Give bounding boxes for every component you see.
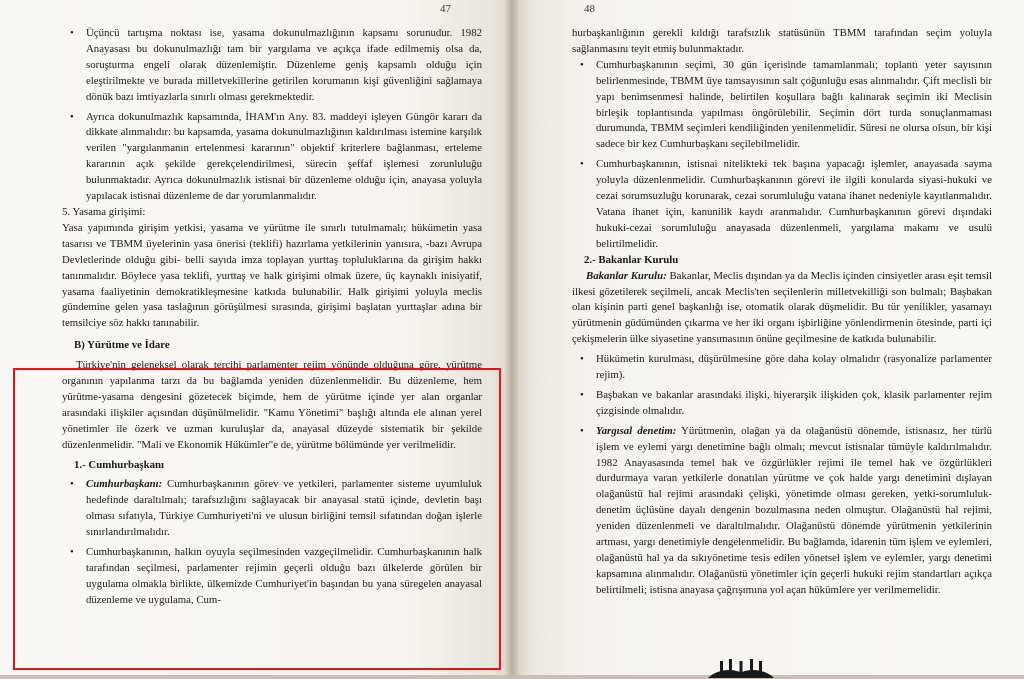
- page-number: 47: [440, 3, 451, 15]
- paragraph: Yasa yapımında girişim yetkisi, yasama ve yürütme ile sınırlı tutulmamalı; hükümetin yasa tasarısı ve TBMM üyelerinin yasa önerisi (teklifi) hazırlama yetkilerinin yanısıra, -bazı Avrupa Devletlerinde olduğu gibi- belli sayıda imza toplayan yurttaş topluluklarına da girişim hakkı tanınmalıdır. Böylece yasa teklifi, yurttaş ve halk girişimi olmak üzere, üç kaynaklı inisiyatif, yasama faaliyetinin demokratikleşmesine katkıda bulunabilir. Halk girişimi yoluyla meclis gündemine gelen yasa taslağının görüşülmesi sırasında, girişimi başlatan yurttaşlar adına bir temsilciye söz hakkı tanınabilir.: [62, 221, 482, 330]
- book-logo-icon: [700, 655, 782, 679]
- paragraph: [62, 477, 482, 541]
- left-page: [0, 0, 512, 675]
- right-page: [512, 0, 1024, 675]
- paragraph: • Başbakan ve bakanlar arasındaki ilişki, hiyerarşik ilişkiden çok, klasik parlamenter rejim çizgisinde olmalıdır.: [572, 388, 992, 420]
- page-number: 48: [584, 3, 595, 15]
- paragraph: [572, 269, 992, 349]
- section-heading: 5. Yasama girişimi:: [62, 205, 146, 218]
- paragraph-text: Bakanlar, Meclis dışından ya da Meclis içinden cinsiyetler arası eşit temsil ilkesi gözetilerek seçilmeli, ancak Meclis'ten seçilenlerin milletvekilliği son bulmalı; Başbakan olan kişinin parti genel başkanlığı ise, otomatik olarak düşmelidir. Bu tür yenilikler, yasamayı yürütmenin güdümünden çıkarma ve her iki organı işbirliğine yönlendirmenin ötesinde, parti içi çekişmelerin ülke siyasetine yansımasının önüne geçilmesine de katkıda bulunabilir.: [572, 269, 993, 346]
- paragraph: • Cumhurbaşkanının, halkın oyuyla seçilmesinden vazgeçilmelidir. Cumhurbaşkanının halk tarafından seçilmesi, parlamenter rejimin geçerli olduğu bazı ülkelerde görülen bir uygulama olmakla birlikte, ülkemizde Cumhuriyet'in başından bu yana süregelen anayasal düzenleme ve uygulama, Cum-: [62, 545, 482, 609]
- paragraph: • Üçüncü tartışma noktası ise, yasama dokunulmazlığının kapsamı sorunudur. 1982 Anayasası bu dokunulmazlığı tam bir yargılama ve açıkça ifade edilmemiş olsa da, soruşturma engeli olarak düzenlemiştir. Düzenleme geniş kapsamlı olduğu için eleştirilmekte ve burada milletvekillerine getirilen korumanın kişi güvenliğini sağlamaya dönük bazı imtiyazlarla sınırlı olması gerekmektedir.: [62, 26, 482, 106]
- paragraph: [572, 424, 992, 599]
- section-heading: B) Yürütme ve İdare: [74, 339, 170, 352]
- paragraph: Türkiye'nin geleneksel olarak tercihi parlamenter rejim yönünde olduğuna göre, yürütme organının yapılanma tarzı da bu bağlamda yeniden düzenlenmelidir. Bu düzenleme, hem yürütme-yasama dengesini gözetecek biçimde, hem de yürütme içinde yer alan organlar arasındaki ilişkiler açısından düşünülmelidir. "Kamu Yönetimi" başlığı altında ele alınan yerel yönetimler ile özerk ve uzman kuruluşlar da, anayasal düzeyde sistematik bir şekilde düzenlenmelidir. "Mali ve Ekonomik Hükümler"e de, yürütme bölümünde yer verilmelidir.: [62, 359, 482, 451]
- paragraph-text: Cumhurbaşkanının görev ve yetkileri, parlamenter sisteme uyumluluk hedefinde daraltılmalı; tarafsızlığını sağlayacak bir anayasal statü içinde, devletin başı olması sıfatıyla, Türkiye Cumhuriyeti'ni ve ulusun birliğini temsil sıfatından doğan işlerle sınırlandırılmalıdır.: [86, 478, 482, 539]
- book-gutter: [506, 0, 518, 675]
- paragraph: hurbaşkanlığının gerekli kıldığı tarafsızlık statüsünün TBMM tarafından seçim yoluyla sağlanmasını teyit etmiş bulunmaktadır.: [572, 27, 992, 55]
- paragraph: • Hükümetin kurulması, düşürülmesine göre daha kolay olmalıdır (rasyonalize parlamenter rejim).: [572, 352, 992, 384]
- section-heading: 2.- Bakanlar Kurulu: [584, 253, 679, 266]
- paragraph: • Ayrıca dokunulmazlık kapsamında, İHAM'ın Any. 83. maddeyi işleyen Güngör kararı da dikkate alınmalıdır: bu kapsamda, yasama dokunulmazlığının kaldırılması istemine karşılık verilen "yargılanmanın ertelenmesi kararının" objektif kriterlere bağlanması, erteleme kararının açık şekilde gerekçelendirilmesi, sürecin şeffaf işlemesi zorunluluğu bulunmaktadır. Ayrıca dokunulmazlık istisnai bir düzenleme olduğu için, anayasa yoluyla yapılacak istisnai düzenleme de dar yorumlanmalıdır.: [62, 110, 482, 205]
- section-heading: 1.- Cumhurbaşkanı: [74, 458, 165, 471]
- paragraph-text: Yürütmenin, olağan ya da olağanüstü dönemde, istisnasız, her türlü işlem ve eylemi yargı denetimine bağlı olmalı; mevcut istisnalar tümüyle kaldırılmalıdır. 1982 Anayasasında temel hak ve özgürlükler rejimi ile temel hak ve özgürlükleri durdurmaya varan yetkilerle donatılan yürütme ve çok halde yargı denetimini dışlayan olağanüstü hal rejimi arasındaki çelişki, yönetimde olması gereken, yetki-sorumluluk-denetim üçlüsüne dayalı dengenin bozulmasına neden olmuştur. Olağanüstü hal rejimi, yeniden düzenlenmeli ve daraltılmalıdır. Olağanüstü dönemde yürütmenin yetkilerinin artması, yargı denetimiyle dengelenmelidir. Bu bağlamda, idarenin tüm işlem ve eylemleri, olağanüstü hal ya da sıkıyönetime tesis edilen yönetsel işlem ve eylemler, yargı denetimi kapsamına alınmalıdır. Olağanüstü yönetimler için geçerli hukuki rejim standartları açıkça belirtilmeli; istisna anayasa çağrışımına yol açan hükümlere yer verilmemelidir.: [596, 424, 992, 596]
- inline-heading: Cumhurbaşkanı:: [86, 478, 163, 491]
- inline-heading: Yargısal denetim:: [596, 424, 677, 437]
- inline-heading: Bakanlar Kurulu:: [586, 269, 667, 282]
- paragraph: • Cumhurbaşkanının seçimi, 30 gün içerisinde tamamlanmalı; toplantı yeter sayısının belirlenmesinde, TBMM üye tamsayısının salt çoğunluğu esas alınmalıdır. Çift meclisli bir yapı benimsenmesi halinde, belirtilen koşullara bağlı kalınarak seçimin iki Meclisin birleşik toplantısında yapılması öngörülebilir. Seçimin dört turda sonuçlanmaması durumunda, TBMM seçimleri kendiliğinden yenilenmelidir. Süresi ne olursa olsun, bir kişi sadece bir kez Cumhurbaşkanı seçilebilmelidir.: [572, 58, 992, 153]
- paragraph: • Cumhurbaşkanının, istisnai nitelikteki tek başına yapacağı işlemler, anayasada sayma yoluyla düzenlenmelidir. Cumhurbaşkanının görevi ile ilgili konularda siyasi-hukuki ve cezai sorumsuzluğu korunarak, cezai sorumluluğu vatana ihanet nedeniyle kayıtlanmalıdır. Vatana ihanet için, kanunilik kaydı aranmalıdır. Cumhurbaşkanının görevi dışındaki hukuki-cezai sorumluluğu anayasada düzenlenmeli, yargılama makamı ve usulü belirtilmelidir.: [572, 157, 992, 252]
